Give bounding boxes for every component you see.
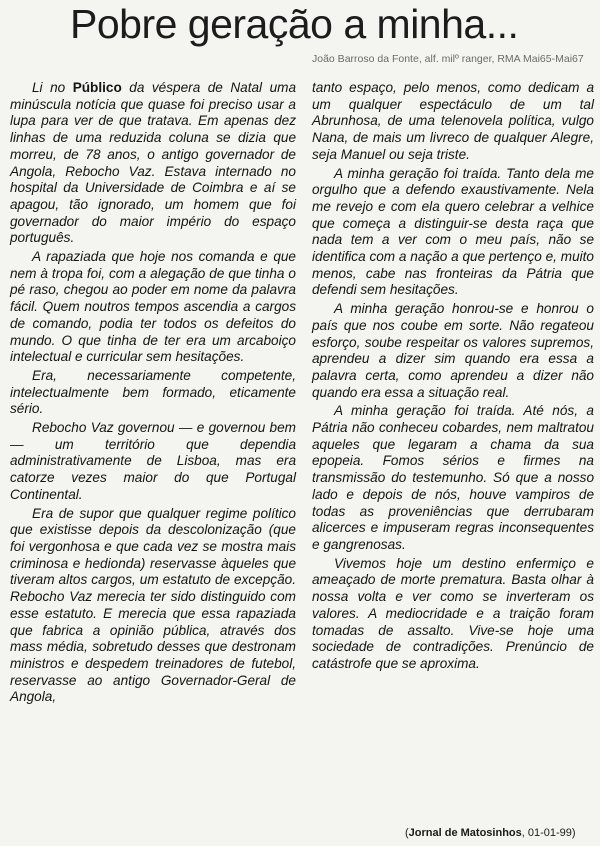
paragraph bbox=[10, 80, 296, 247]
intro-text: Li no bbox=[32, 80, 73, 95]
paragraph-text: da véspera de Natal uma minúscula notícia que quase foi preciso usar a lupa para ver de que tratava. Em apenas dez linhas de uma reduzida coluna se dizia que morreu, de 78 anos, o antigo governador de Angola, Rebocho Vaz. Estava internado no hospital da Universidade de Coimbra e aí se apagou, tão ignorado, um homem que foi governador do maior império do espaço português. bbox=[10, 80, 297, 246]
paragraph: A minha geração foi traída. Até nós, a Pátria não conheceu cobardes, nem maltratou aqueles que legaram a chama da sua epopeia. Fomos sérios e firmes na transmissão do testemunho. Só que a nosso lado e depois de nós, houve vampiros de todas as proveniências que derrubaram alicerces e impuseram regras inconsequentes e gangrenosas. bbox=[312, 403, 594, 552]
source-open: ( bbox=[405, 827, 409, 839]
paragraph: Rebocho Vaz governou — e governou bem — um território que dependia administrativamente de Lisboa, mas era catorze vezes maior do que Portugal Continental. bbox=[10, 420, 296, 502]
source-paper: Jornal de Matosinhos bbox=[408, 827, 522, 839]
paragraph: tanto espaço, pelo menos, como dedicam a um qualquer espectáculo de um tal Abrunhosa, de uma telenovela política, vulgo Nana, de mais um livreco de qualquer Alegre, seja Manuel ou seja triste. bbox=[312, 80, 594, 162]
source-citation bbox=[405, 826, 576, 840]
paragraph: Era, necessariamente competente, intelectualmente bem formado, eticamente sério. bbox=[10, 367, 296, 417]
paragraph: A rapaziada que hoje nos comanda e que nem à tropa foi, com a alegação de que tinha o pé raso, chegou ao poder em nome da palavra fácil. Quem noutros tempos ascendia a cargos de comando, podia ter todos os defeitos do mundo. O que tinha de ter era um arcaboiço intelectual e curricular sem hesitações. bbox=[10, 249, 296, 365]
left-column bbox=[10, 80, 296, 708]
paragraph: A minha geração foi traída. Tanto dela me orgulho que a defendo exaustivamente. Nela me revejo e com ela quero celebrar a velhice que começa a distinguir-se desta raça que nada tem a ver com o meu país, não se identifica com a nação a que pertenço e, muito menos, cabe nas fronteiras da Pátria que defendi sem hesitações. bbox=[312, 165, 594, 298]
source-date: , 01-01-99) bbox=[521, 827, 576, 839]
paragraph: Era de supor que qualquer regime político que existisse depois da descolonização (que foi vergonhosa e que cada vez se mostra mais criminosa e hedionda) reservasse àqueles que tiveram altos cargos, um estatuto de excepção. Rebocho Vaz merecia ter sido distinguido com esse estatuto. E merecia que essa rapaziada que fabrica a opinião pública, através dos mass média, sobretudo desses que destronam ministros e despedem treinadores de futebol, reservasse ao antigo Governador-Geral de Angola, bbox=[10, 505, 296, 705]
publication-name: Público bbox=[72, 80, 122, 95]
article-byline: João Barroso da Fonte, alf. milº ranger, RMA Mai65-Mai67 bbox=[312, 53, 584, 65]
right-column bbox=[312, 80, 594, 675]
article-title: Pobre geração a minha... bbox=[70, 1, 519, 47]
paragraph: Vivemos hoje um destino enfermiço e ameaçado de morte prematura. Basta olhar à nossa volta e ver como se inverteram os valores. A mediocridade e a traição foram tomadas de assalto. Vive-se hoje uma sociedade de contradições. Prenúncio de catástrofe que se aproxima. bbox=[312, 555, 594, 671]
paragraph: A minha geração honrou-se e honrou o país que nos coube em sorte. Não regateou esforço, soube respeitar os valores supremos, aprendeu a dizer sim quando era essa a palavra certa, como aprendeu a dizer não quando era essa a situação real. bbox=[312, 301, 594, 400]
